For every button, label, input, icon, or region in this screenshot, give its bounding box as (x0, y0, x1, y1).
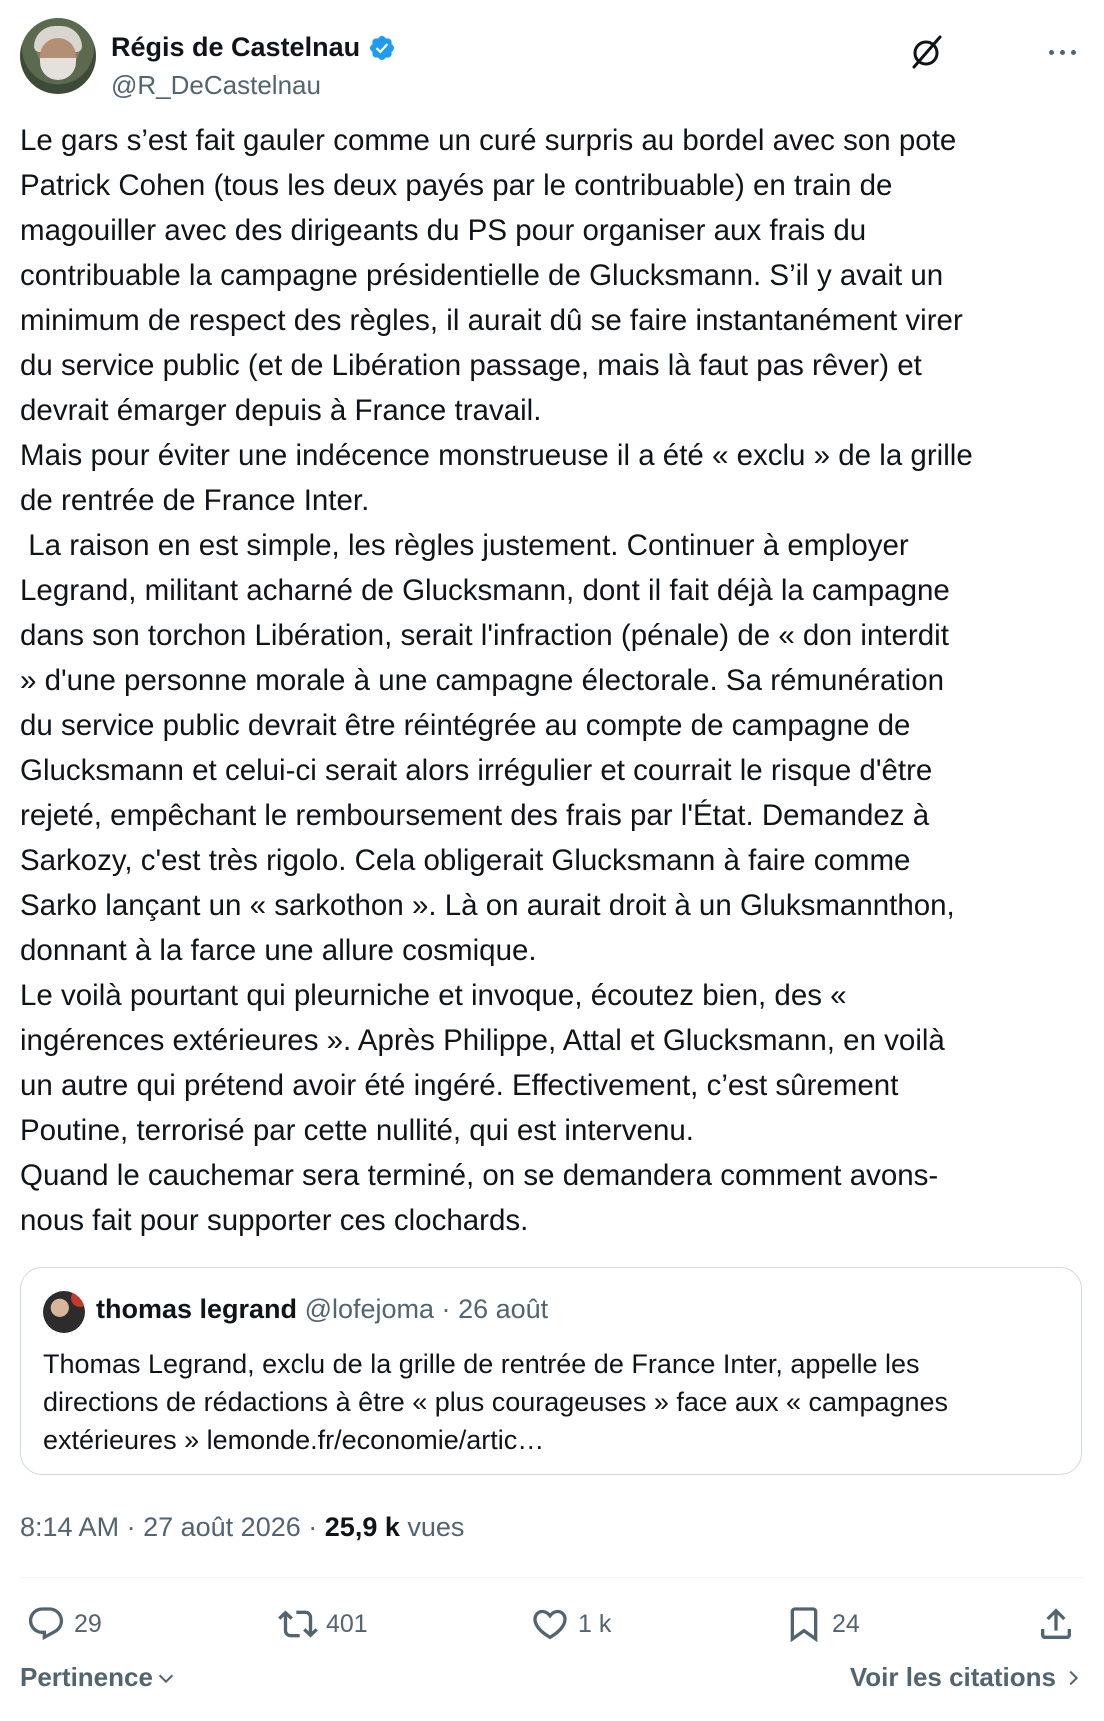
views-count: 25,9 k (324, 1512, 400, 1542)
quoted-author-avatar (43, 1291, 85, 1333)
author-name-row (111, 32, 396, 63)
chevron-down-icon (155, 1667, 177, 1689)
author-display-name[interactable]: Régis de Castelnau (111, 32, 361, 62)
chevron-right-icon (1062, 1667, 1084, 1689)
quoted-tweet-header (96, 1294, 548, 1325)
quoted-tweet[interactable] (20, 1267, 1082, 1475)
quoted-author-name: thomas legrand (96, 1294, 298, 1324)
divider (20, 1577, 1084, 1578)
verified-badge-icon (368, 34, 396, 62)
action-bar (20, 1600, 1084, 1648)
bookmark-count: 24 (832, 1609, 860, 1638)
tweet-time[interactable]: 8:14 AM (20, 1512, 120, 1542)
quoted-date: 26 août (458, 1294, 549, 1324)
reply-icon (26, 1604, 66, 1644)
sort-label: Pertinence (20, 1662, 153, 1692)
author-handle[interactable]: @R_DeCastelnau (111, 70, 321, 100)
bookmark-button[interactable] (784, 1600, 860, 1648)
meta-separator-1: · (126, 1512, 136, 1542)
meta-separator-2: · (308, 1512, 318, 1542)
quoted-tweet-text: Thomas Legrand, exclu de la grille de rentrée de France Inter, appelle les directions de rédactions à être « plus courageuses » face aux « campagnes extérieures » lemonde.fr/economie/artic… (43, 1349, 949, 1455)
views-label: vues (407, 1512, 465, 1542)
bookmark-icon (784, 1604, 824, 1644)
view-quotes-link[interactable] (850, 1662, 1084, 1693)
like-count: 1 k (578, 1609, 612, 1638)
like-button[interactable] (530, 1600, 611, 1648)
tweet-text: Le gars s’est fait gauler comme un curé surpris au bordel avec son pote Patrick Cohen (tous les deux payés par le contribuable) en train de magouiller avec des dirigeants du PS pour organiser aux frais du contribuable la campagne présidentielle de Glucksmann. S’il y avait un minimum de respect des règles, il aurait dû se faire instantanément virer du service public (et de Libération passage, mais là faut pas rêver) et devrait émarger depuis à France travail. Mais pour éviter une indécence monstrueuse il a été « exclu » de la grille de rentrée de France Inter. La raison en est simple, les règles justement. Continuer à employer Legrand, militant acharné de Glucksmann, dont il fait déjà la campagne dans son torchon Libération, serait l'infraction (pénale) de « don interdit » d'une personne morale à une campagne électorale. Sa rémunération du service public devrait être réintégrée au compte de campagne de Glucksmann et celui-ci serait alors irrégulier et courrait le risque d'être rejeté, empêchant le remboursement des frais par l'État. Demandez à Sarkozy, c'est très rigolo. Cela obligerait Glucksmann à faire comme Sarko lançant un « sarkothon ». Là on aurait droit à un Gluksmannthon, donnant à la farce une allure cosmique. Le voilà pourtant qui pleurniche et invoque, écoutez bien, des « ingérences extérieures ». Après Philippe, Attal et Glucksmann, en voilà un autre qui prétend avoir été ingéré. Effectivement, c’est sûrement Poutine, terrorisé par cette nullité, qui est intervenu. Quand le cauchemar sera terminé, on se demandera comment avons- nous fait pour supporter ces clochards. (20, 124, 973, 1237)
reply-count: 29 (74, 1609, 102, 1638)
view-quotes-label: Voir les citations (849, 1662, 1056, 1692)
repost-button[interactable] (278, 1600, 368, 1648)
tweet-meta (20, 1512, 464, 1543)
tweet-date[interactable]: 27 août 2026 (143, 1512, 301, 1542)
more-options-icon[interactable] (1040, 40, 1084, 64)
heart-icon (530, 1604, 570, 1644)
sort-dropdown[interactable] (20, 1662, 177, 1693)
quoted-separator: · (441, 1294, 451, 1324)
grok-icon[interactable] (906, 32, 946, 72)
share-icon (1036, 1604, 1076, 1644)
author-avatar[interactable] (20, 18, 96, 94)
share-button[interactable] (1036, 1600, 1076, 1648)
quoted-author-handle: @lofejoma (304, 1294, 435, 1324)
repost-icon (278, 1604, 318, 1644)
repost-count: 401 (326, 1609, 368, 1638)
tweet-header (20, 18, 1084, 100)
reply-button[interactable] (26, 1600, 102, 1648)
